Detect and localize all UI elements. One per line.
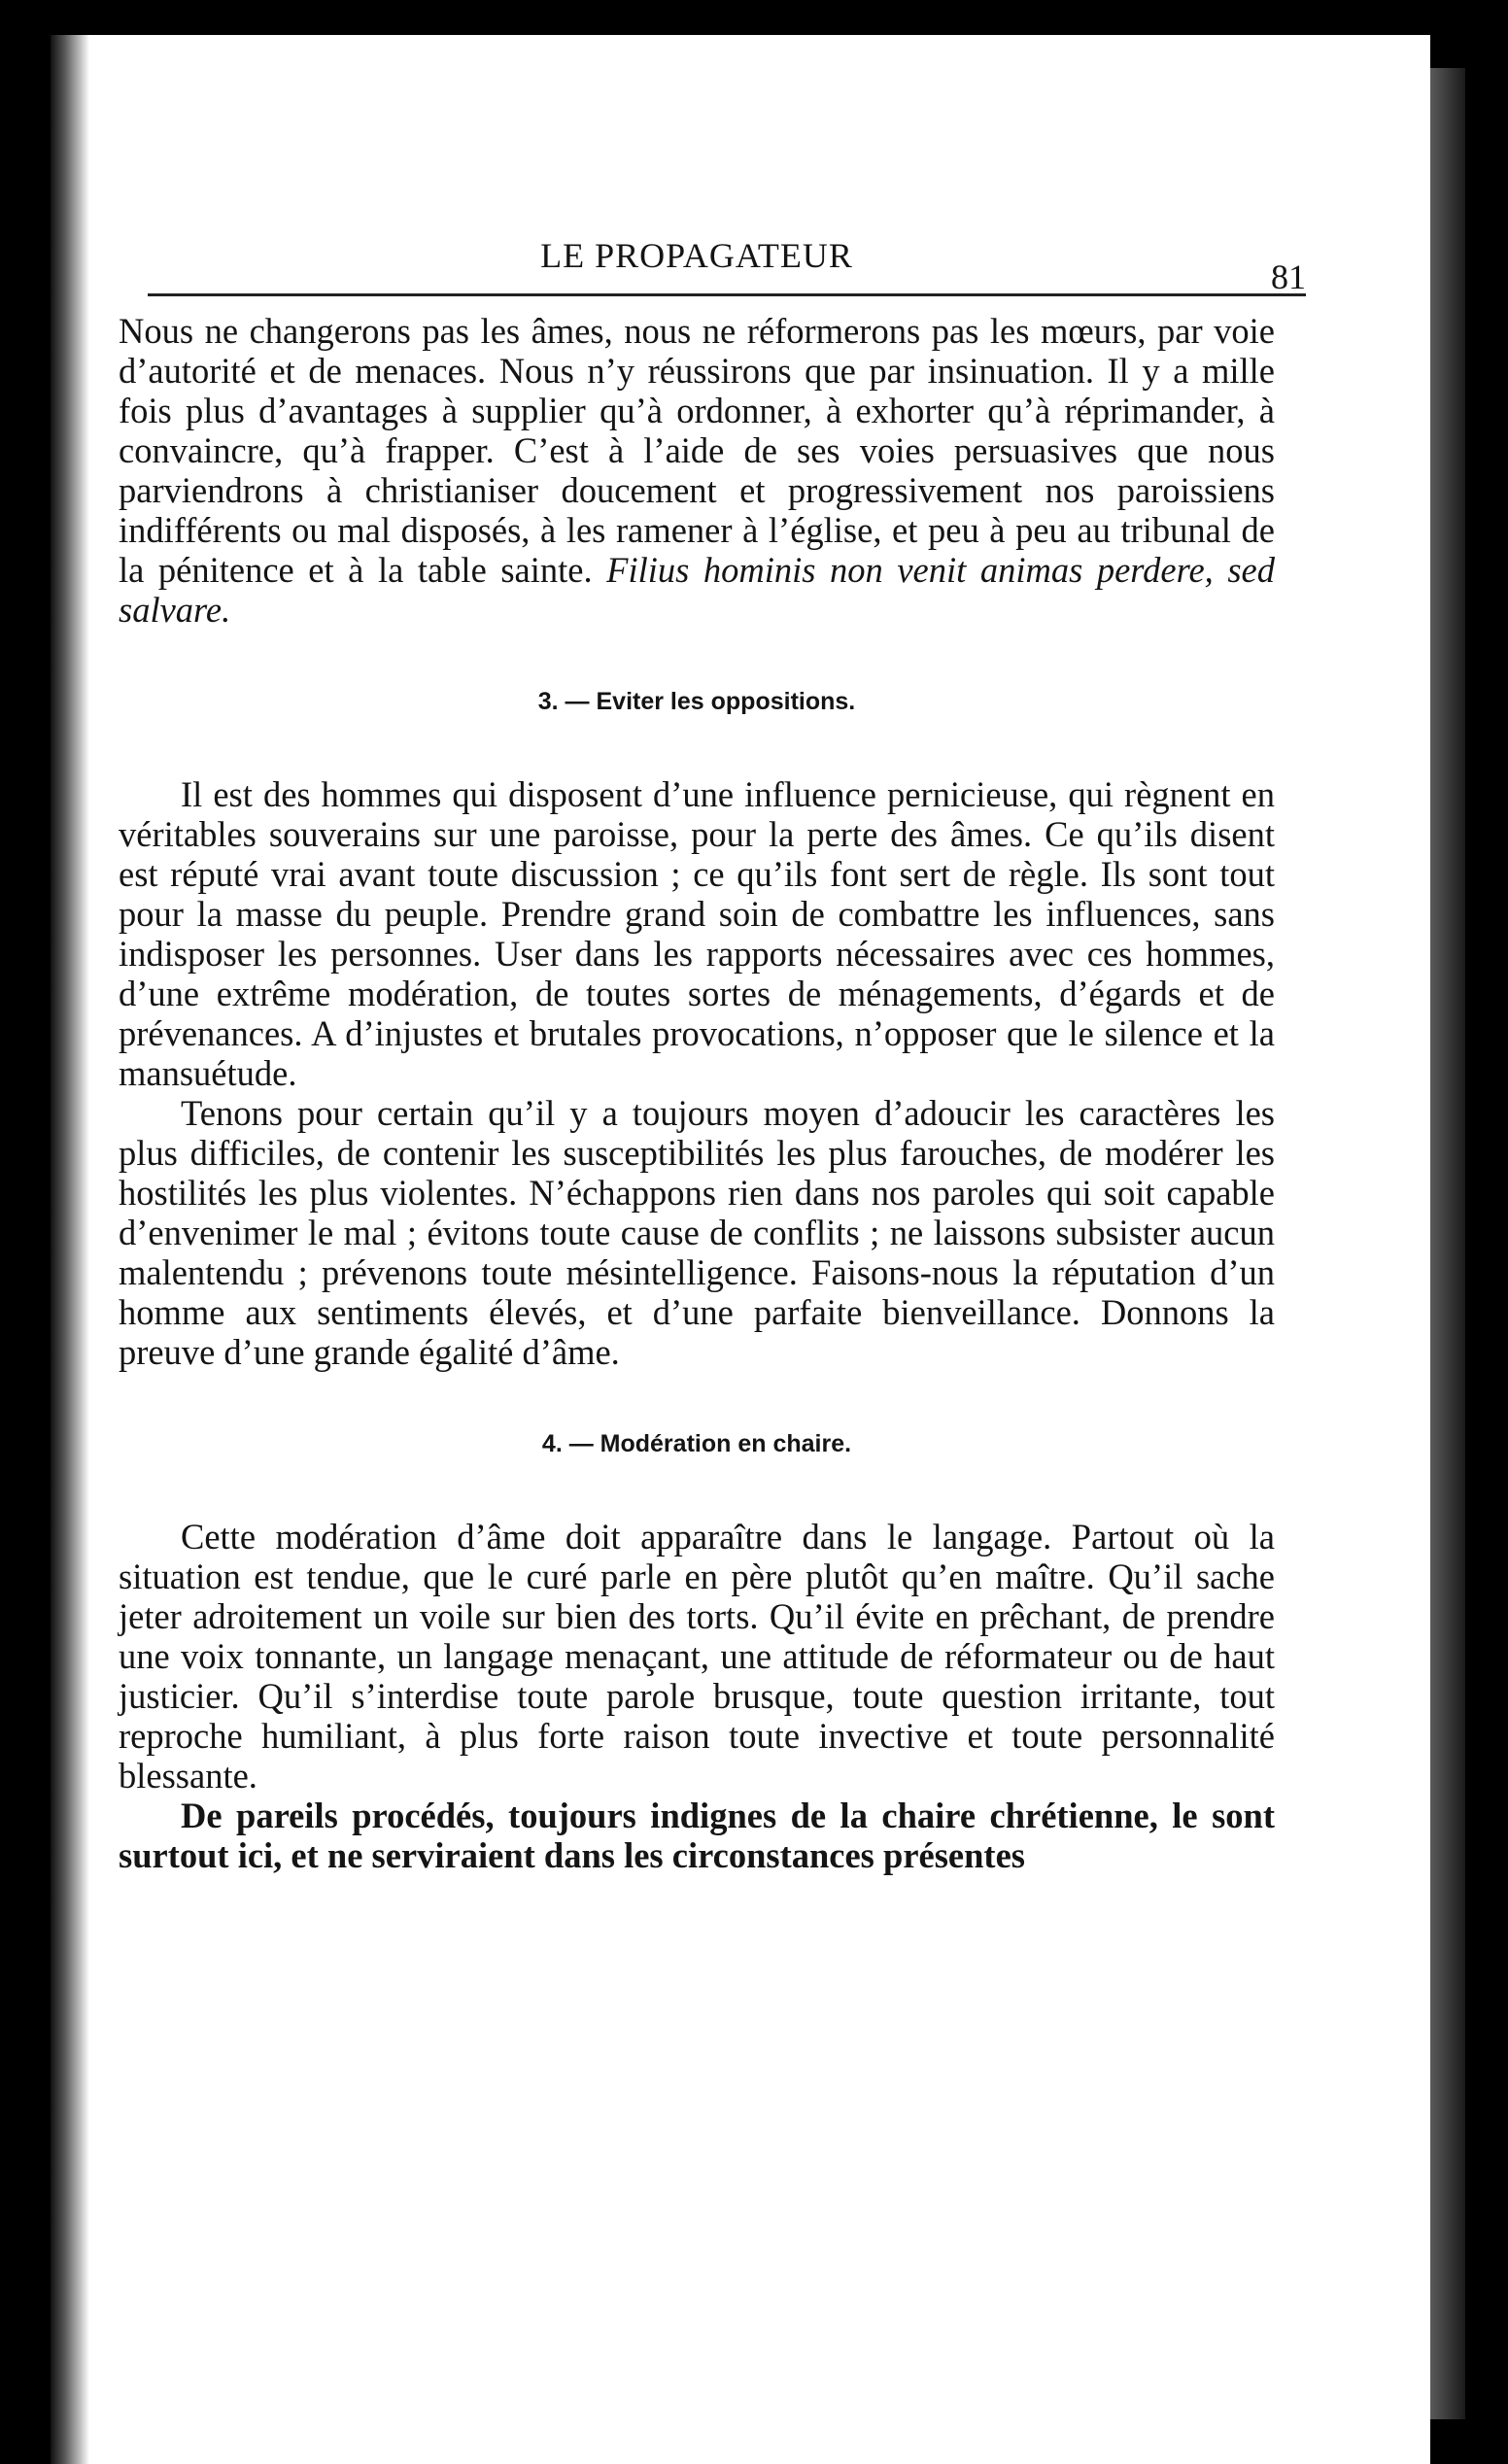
running-title: LE PROPAGATEUR [540, 236, 853, 275]
header-rule [148, 293, 1306, 296]
page-number: 81 [1271, 257, 1306, 296]
paragraph-2: Il est des hommes qui disposent d’une influence pernicieuse, qui règnent en véritables souverains sur une paroisse, pour la perte des âmes. Ce qu’ils disent est réputé vrai avant toute discussion ; ce qu’ils font sert de règle. Ils sont tout pour la masse du peuple. Prendre grand soin de combattre les influences, sans indisposer les personnes. User dans les rapports nécessaires avec ces hommes, d’une extrême modération, de toutes sortes de ménagements, d’égards et de prévenances. A d’injustes et brutales provocations, n’opposer que le silence et la mansuétude. [119, 774, 1275, 1093]
latin-quotation: Filius hominis non venit animas perdere, sed salvare. [119, 550, 1275, 630]
paragraph-1-text: Nous ne changerons pas les âmes, nous ne réformerons pas les mœurs, par voie d’autorité et de menaces. Nous n’y réussirons que par insinuation. Il y a mille fois plus d’avantages à supplier qu’à ordonner, à exhorter qu’à réprimander, à convaincre, qu’à frapper. C’est à l’aide de ses voies persuasives que nous parviendrons à christianiser doucement et progressivement nos paroissiens indifférents ou mal disposés, à les ramener à l’église, et peu à peu au tribunal de la pénitence et à la table sainte. [119, 311, 1275, 590]
page-content [119, 200, 1306, 1875]
running-head [119, 200, 1306, 296]
page-gutter-shadow [51, 35, 89, 2464]
paragraph-3: Tenons pour certain qu’il y a toujours moyen d’adoucir les caractères les plus difficiles, de contenir les susceptibilités les plus farouches, de modérer les hostilités les plus violentes. N’échappons rien dans nos paroles qui soit capable d’envenimer le mal ; évitons toute cause de conflits ; ne laissons subsister aucun malentendu ; prévenons toute mésintelligence. Faisons-nous la réputation d’un homme aux sentiments élevés, et d’une parfaite bienveillance. Donnons la preuve d’une grande égalité d’âme. [119, 1093, 1275, 1372]
paragraph-4: Cette modération d’âme doit apparaître dans le langage. Partout où la situation est tendue, que le curé parle en père plutôt qu’en maître. Qu’il sache jeter adroitement un voile sur bien des torts. Qu’il évite en prêchant, de prendre une voix tonnante, un langage menaçant, une attitude de réformateur ou de haut justicier. Qu’il s’interdise toute parole brusque, toute question irritante, tout reproche humiliant, à plus forte raison toute invective et toute personnalité blessante. [119, 1517, 1275, 1796]
paragraph-5: De pareils procédés, toujours indignes de la chaire chrétienne, le sont surtout ici, et ne serviraient dans les circonstances présentes [119, 1796, 1275, 1875]
section-heading-3: 3. — Eviter les oppositions. [537, 688, 856, 715]
page-edge-shadow [1430, 68, 1465, 2419]
section-heading-4: 4. — Modération en chaire. [541, 1430, 852, 1457]
paragraph-1 [119, 311, 1275, 630]
page-body [119, 311, 1275, 1875]
book-page [51, 35, 1430, 2464]
